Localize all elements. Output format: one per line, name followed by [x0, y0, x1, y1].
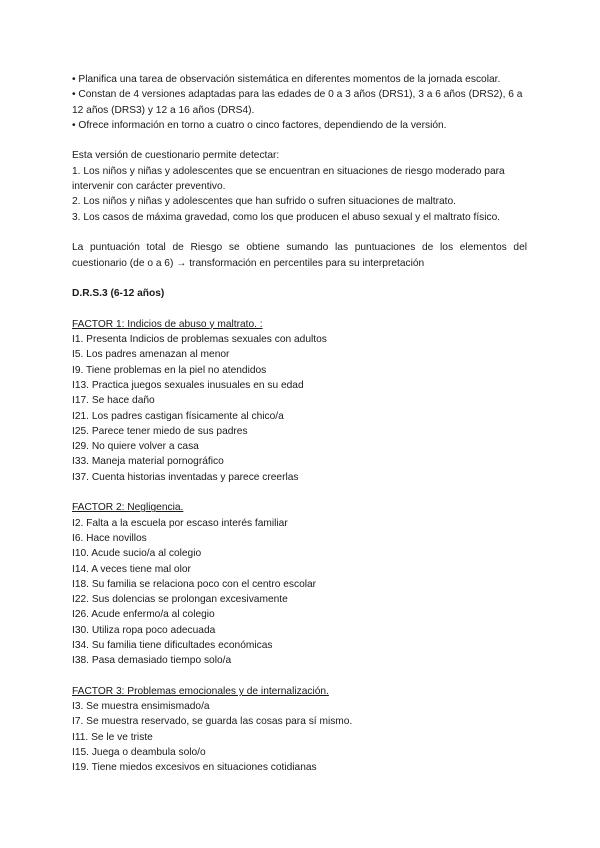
list-item: I18. Su familia se relaciona poco con el centro escolar [72, 578, 317, 590]
detect-section [72, 148, 527, 224]
factor-3 [72, 684, 527, 776]
detect-item: 3. Los casos de máxima gravedad, como los que producen el abuso sexual y el maltrato físico. [72, 211, 501, 223]
list-item: I38. Pasa demasiado tiempo solo/a [72, 655, 232, 667]
list-item: I19. Tiene miedos excesivos en situaciones cotidianas [72, 762, 317, 774]
intro-bullet: • Constan de 4 versiones adaptadas para las edades de 0 a 3 años (DRS1), 3 a 6 años (DRS2), 6 a 12 años (DRS3) y 12 a 16 años (DRS4). [72, 89, 523, 116]
intro-bullet: • Planifica una tarea de observación sistemática en diferentes momentos de la jornada escolar. [72, 74, 501, 85]
list-item: I37. Cuenta historias inventadas y parece creerlas [72, 471, 299, 483]
list-item: I34. Su familia tiene dificultades económicas [72, 639, 273, 651]
intro-bullet-list [72, 72, 527, 133]
detect-item: 1. Los niños y niñas y adolescentes que se encuentran en situaciones de riesgo moderado para intervenir con carácter preventivo. [72, 165, 505, 193]
factor-1 [72, 317, 527, 485]
list-item: I9. Tiene problemas en la piel no atendidos [72, 364, 267, 376]
list-item: I14. A veces tiene mal olor [72, 563, 191, 575]
list-item: I25. Parece tener miedo de sus padres [72, 425, 248, 437]
list-item: I1. Presenta Indicios de problemas sexuales con adultos [72, 334, 327, 346]
list-item: I17. Se hace daño [72, 395, 155, 407]
list-item: I21. Los padres castigan físicamente al chico/a [72, 410, 284, 422]
section-heading: D.R.S.3 (6-12 años) [72, 288, 165, 300]
list-item: I26. Acude enfermo/a al colegio [72, 609, 215, 621]
factor-title: FACTOR 2: Negligencia. [72, 502, 184, 514]
detect-intro: Esta versión de cuestionario permite detectar: [72, 150, 280, 162]
list-item: I2. Falta a la escuela por escaso interés familiar [72, 517, 288, 529]
list-item: I7. Se muestra reservado, se guarda las cosas para sí mismo. [72, 716, 353, 728]
score-paragraph: La puntuación total de Riesgo se obtiene sumando las puntuaciones de los elementos del cuestionario (de o a 6) → transformación en percentiles para su interpretación [72, 242, 527, 269]
page-content [72, 72, 527, 791]
detect-item: 2. Los niños y niñas y adolescentes que han sufrido o sufren situaciones de maltrato. [72, 196, 456, 208]
list-item: I6. Hace novillos [72, 532, 147, 544]
list-item: I13. Practica juegos sexuales inusuales en su edad [72, 379, 304, 391]
list-item: I30. Utiliza ropa poco adecuada [72, 624, 216, 636]
list-item: I22. Sus dolencias se prolongan excesivamente [72, 594, 288, 606]
factor-title: FACTOR 1: Indicios de abuso y maltrato. : [72, 318, 263, 330]
list-item: I10. Acude sucio/a al colegio [72, 548, 202, 560]
list-item: I29. No quiere volver a casa [72, 441, 199, 453]
list-item: I15. Juega o deambula solo/o [72, 747, 206, 759]
factor-2 [72, 500, 527, 668]
list-item: I5. Los padres amenazan al menor [72, 349, 230, 361]
list-item: I33. Maneja material pornográfico [72, 456, 224, 468]
factor-title: FACTOR 3: Problemas emocionales y de internalización. [72, 685, 329, 697]
intro-bullet: • Ofrece información en torno a cuatro o cinco factores, dependiendo de la versión. [72, 119, 447, 131]
list-item: I11. Se le ve triste [72, 731, 153, 743]
list-item: I3. Se muestra ensimismado/a [72, 701, 210, 713]
